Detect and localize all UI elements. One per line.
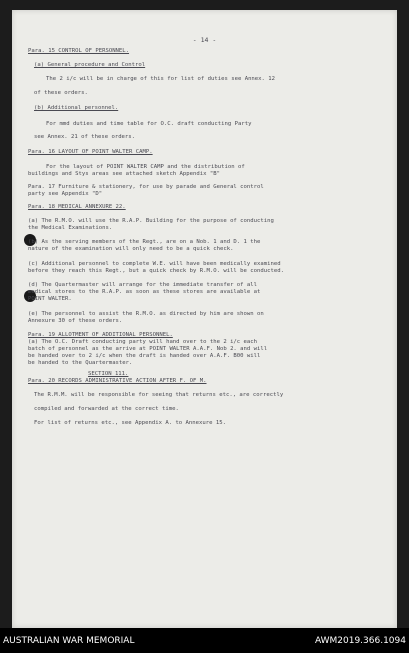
page-number: - 14 - bbox=[192, 36, 217, 44]
document-line: medical stores to the R.A.P. as soon as these stores are available at bbox=[28, 289, 261, 295]
document-line: Annexure 30 of these orders. bbox=[28, 318, 123, 324]
document-line: (b) As the serving members of the Regt., are on a Nob. 1 and D. 1 the bbox=[28, 239, 261, 245]
footer-institution: AUSTRALIAN WAR MEMORIAL bbox=[3, 636, 135, 646]
document-line: before they reach this Regt., but a quick check by R.M.O. will be conducted. bbox=[28, 268, 284, 274]
document-line: Para. 15 CONTROL OF PERSONNEL. bbox=[28, 48, 130, 54]
document-line: SECTION 111. bbox=[88, 371, 129, 377]
document-line: (d) The Quartermaster will arrange for the immediate transfer of all bbox=[28, 282, 258, 288]
document-line: Para. 16 LAYOUT OF POINT WALTER CAMP. bbox=[28, 149, 153, 155]
document-line: (a) General procedure and Control bbox=[34, 62, 146, 68]
document-line: party see Appendix "D" bbox=[28, 191, 103, 197]
document-line: (c) Additional personnel to complete W.E. will have been medically examined bbox=[28, 261, 281, 267]
footer-bar bbox=[0, 628, 409, 653]
document-line: The 2 i/c will be in charge of this for list of duties see Annex. 12 bbox=[46, 76, 276, 82]
document-line: the Medical Examinations. bbox=[28, 225, 113, 231]
document-line: see Annex. 21 of these orders. bbox=[34, 134, 136, 140]
document-line: For mmd duties and time table for O.C. draft conducting Party bbox=[46, 121, 252, 127]
document-line: For the layout of POINT WALTER CAMP and the distribution of bbox=[46, 164, 245, 170]
document-line: (e) The personnel to assist the R.M.O. as directed by him are shown on bbox=[28, 311, 264, 317]
document-line: The R.M.M. will be responsible for seeing that returns etc., are correctly bbox=[34, 392, 284, 398]
document-line: of these orders. bbox=[34, 90, 88, 96]
document-line: For list of returns etc., see Appendix A. to Annexure 15. bbox=[34, 420, 226, 426]
document-line: Para. 18 MEDICAL ANNEXURE 22. bbox=[28, 204, 126, 210]
document-line: nature of the examination will only need to be a quick check. bbox=[28, 246, 234, 252]
document-line: POINT WALTER. bbox=[28, 296, 72, 302]
document-line: batch of personnel as the arrive at POINT WALTER A.A.F. Nob 2. and will bbox=[28, 346, 268, 352]
document-line: buildings and Stys areas see attached sketch Appendix "B" bbox=[28, 171, 220, 177]
document-line: be handed over to 2 i/c when the draft is handed over A.A.F. B00 will bbox=[28, 353, 261, 359]
document-line: (a) The R.M.O. will use the R.A.P. Building for the purpose of conducting bbox=[28, 218, 274, 224]
document-line: Para. 20 RECORDS ADMINISTRATIVE ACTION AFTER F. OF M. bbox=[28, 378, 207, 384]
footer-accession-id: AWM2019.366.1094 bbox=[314, 636, 406, 646]
document-line: be handed to the Quartermaster. bbox=[28, 360, 133, 366]
document-line: (a) The O.C. Draft conducting party will hand over to the 2 i/c each bbox=[28, 339, 258, 345]
document-line: compiled and forwarded at the correct time. bbox=[34, 406, 179, 412]
document-page bbox=[12, 10, 397, 628]
document-line: Para. 19 ALLOTMENT OF ADDITIONAL PERSONNEL. bbox=[28, 332, 173, 338]
document-line: Para. 17 Furniture & stationery, for use by parade and General control bbox=[28, 184, 264, 190]
document-line: (b) Additional personnel. bbox=[34, 105, 119, 111]
